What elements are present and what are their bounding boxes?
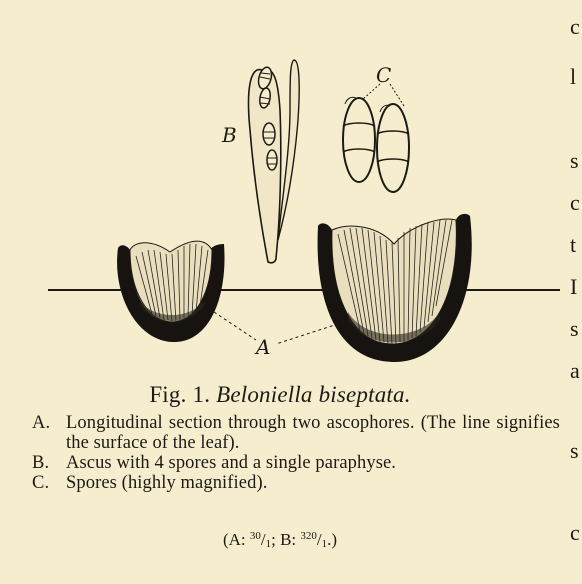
legend-text: Ascus with 4 spores and a single paraphyse. (66, 453, 397, 473)
pointer-a-right (276, 322, 344, 344)
magnification-note: (A: $^{30}/_1$; B: $^{320}/_1$.) (222, 530, 338, 550)
pointer-c-right (390, 84, 404, 106)
ascus-with-spores (249, 66, 281, 263)
legend-text: Spores (highly magnified). (66, 473, 268, 493)
ascophore-small (117, 241, 224, 342)
spores-magnified (343, 97, 409, 192)
label-c: C (376, 63, 392, 87)
caption-legend (32, 413, 560, 493)
label-a: A (256, 335, 271, 359)
legend-text: Longitudinal section through two ascophores. (The line signifies the surface of the leaf). (66, 413, 560, 453)
legend-key: A. (32, 413, 51, 433)
species-name: Beloniella biseptata. (216, 382, 411, 407)
pointer-a-left (214, 312, 256, 340)
legend-item-a (32, 413, 560, 453)
label-b: B (222, 123, 237, 147)
ascophore-large (318, 214, 472, 362)
legend-key: C. (32, 473, 50, 493)
clipped-adjacent-text: c l s c t I s a s c (570, 14, 580, 545)
figure-caption-title (0, 382, 560, 408)
figure-number: Fig. 1. (149, 382, 211, 407)
legend-item-c (32, 473, 560, 493)
legend-item-b (32, 453, 560, 473)
legend-key: B. (32, 453, 50, 473)
